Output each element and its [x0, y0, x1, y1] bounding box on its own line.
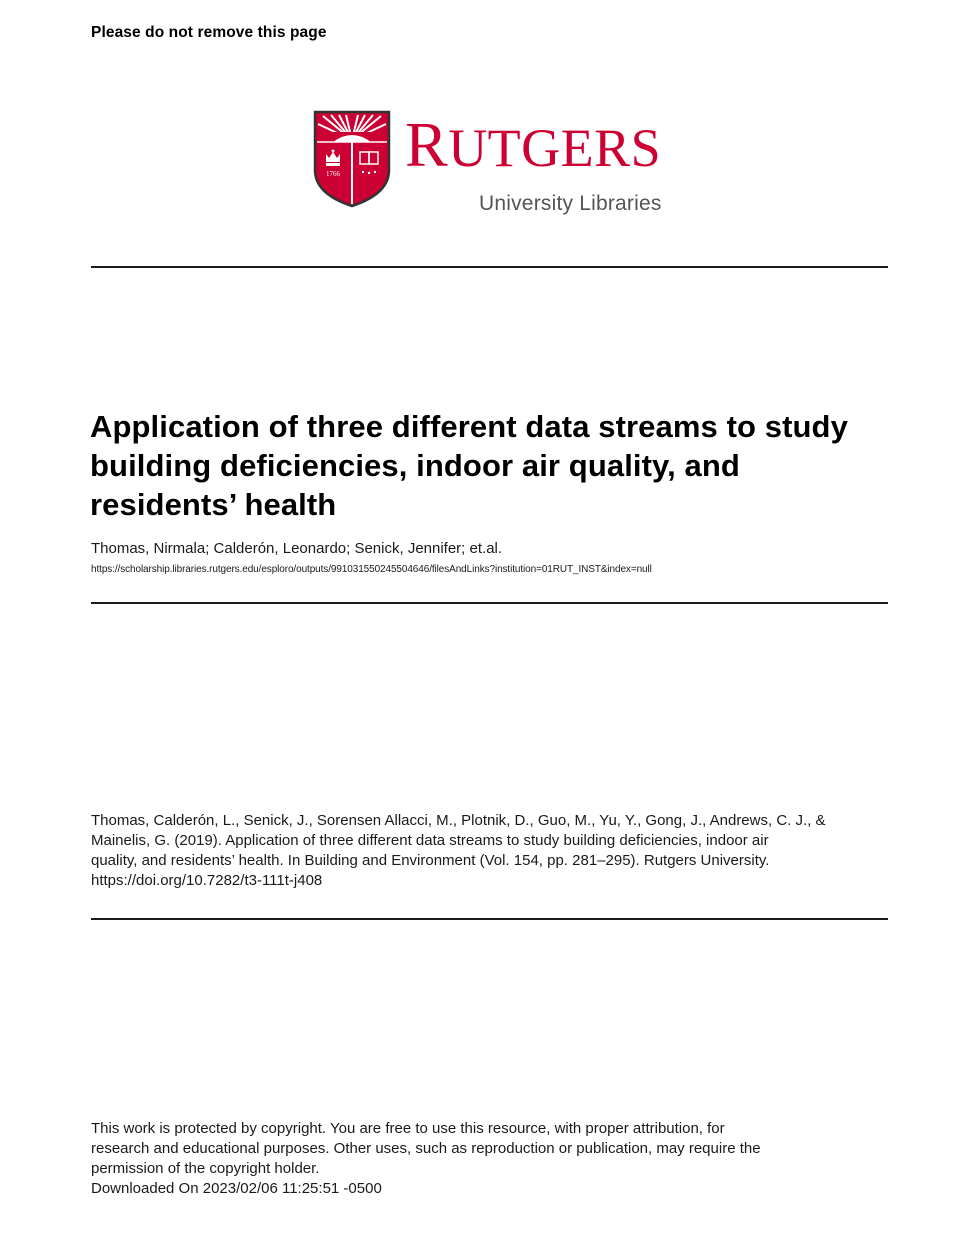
svg-text:1766: 1766: [326, 170, 340, 178]
citation-block: [91, 811, 891, 891]
citation-line: quality, and residents’ health. In Building and Environment (Vol. 154, pp. 281–295). Rutgers University.: [91, 852, 770, 869]
citation-line: Mainelis, G. (2019). Application of three different data streams to study building deficiencies, indoor air: [91, 832, 769, 849]
divider: [91, 918, 888, 920]
record-url-link[interactable]: https://scholarship.libraries.rutgers.edu/esploro/outputs/991031550245504646/filesAndLinks?institution=01RUT_INST&index=null: [91, 564, 652, 575]
rutgers-libraries-logo: [313, 110, 673, 222]
copyright-notice: [91, 1119, 891, 1199]
divider: [91, 266, 888, 268]
rutgers-shield-icon: [313, 110, 391, 208]
copyright-line: permission of the copyright holder.: [91, 1160, 320, 1177]
logo-subtitle: University Libraries: [479, 192, 662, 215]
divider: [91, 602, 888, 604]
copyright-line: This work is protected by copyright. You are free to use this resource, with proper attribution, for: [91, 1120, 725, 1137]
page-notice: Please do not remove this page: [91, 24, 327, 41]
citation-line: Thomas, Calderón, L., Senick, J., Sorensen Allacci, M., Plotnik, D., Guo, M., Yu, Y., Gong, J., Andrews, C. J., &: [91, 812, 826, 829]
doi-link[interactable]: https://doi.org/10.7282/t3-111t-j408: [91, 872, 323, 889]
copyright-line: research and educational purposes. Other uses, such as reproduction or publication, may require the: [91, 1140, 761, 1157]
document-title: Application of three different data streams to study building deficiencies, indoor air quality, and residents’ health: [90, 409, 848, 522]
authors-line: Thomas, Nirmala; Calderón, Leonardo; Senick, Jennifer; et.al.: [91, 540, 503, 557]
download-timestamp: Downloaded On 2023/02/06 11:25:51 -0500: [91, 1180, 382, 1197]
rutgers-wordmark: RUTGERS: [405, 109, 662, 180]
